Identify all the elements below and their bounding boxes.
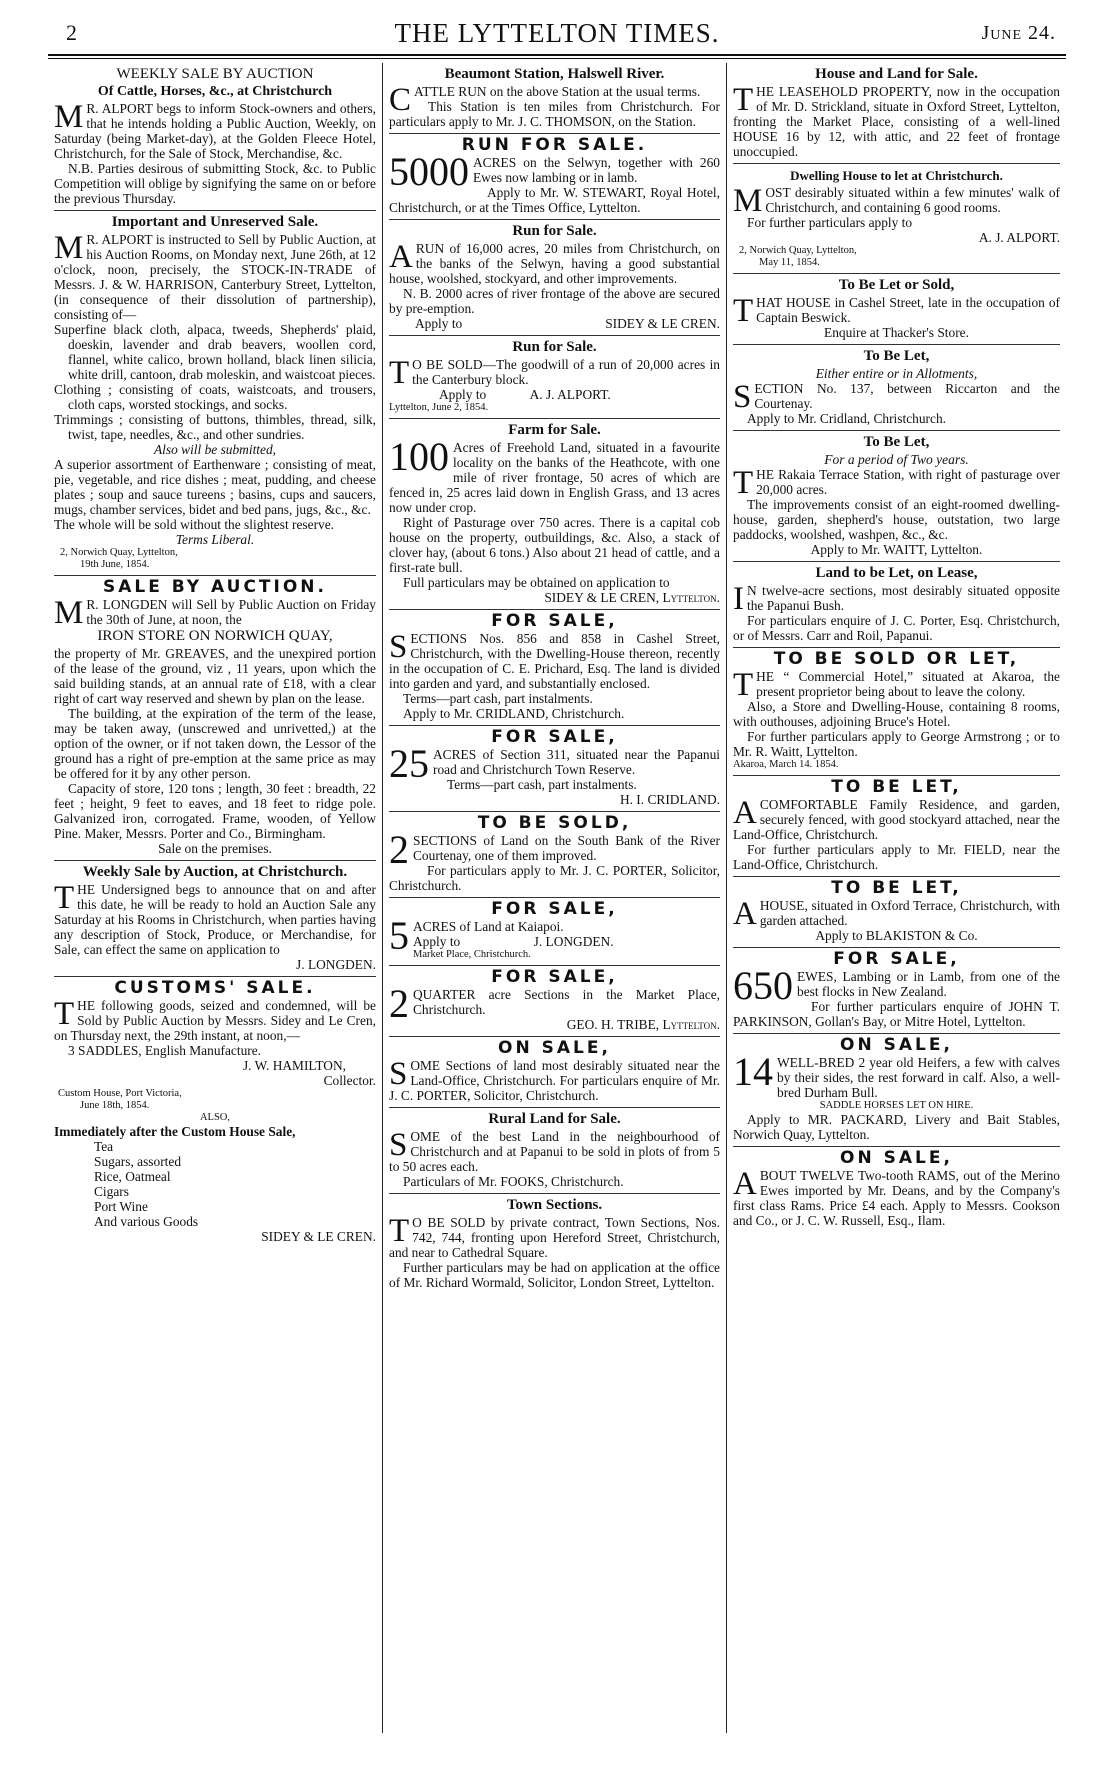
ad-body: The whole will be sold without the slightest reserve. bbox=[54, 517, 335, 532]
ad-heading: ON SALE, bbox=[498, 1038, 611, 1058]
ad-heading: TO BE SOLD, bbox=[477, 813, 632, 833]
ad-body: ACRES of Section 311, situated near the Papanui road and Christchurch Town Reserve. bbox=[433, 747, 720, 777]
ad-terms: Terms Liberal. bbox=[175, 532, 255, 547]
ad-body: the property of Mr. GREAVES, and the unexpired portion of the lease of the ground, viz , 11 years, upon which the said building stands, at an annual rate of £18, with a clear right of cart way reserved and shewn by plan on the lease. bbox=[54, 646, 376, 706]
drop-cap: S bbox=[389, 1056, 408, 1092]
drop-cap: A bbox=[389, 239, 413, 275]
ad-subheading: For a period of Two years. bbox=[824, 452, 969, 467]
ad-family-residence bbox=[733, 776, 1060, 877]
ad-apply: Apply to bbox=[439, 387, 487, 402]
ad-date: May 11, 1854. bbox=[759, 257, 820, 268]
ad-rural-land bbox=[389, 1108, 720, 1194]
ad-run-16000 bbox=[389, 220, 720, 336]
ad-body: Terms—part cash, part instalments. bbox=[447, 777, 637, 792]
ad-body: HE LEASEHOLD PROPERTY, now in the occupation of Mr. D. Strickland, situate in Oxford Street, Lyttelton, fronting the Market Place, consisting of a well-lined HOUSE 16 by 12, with attic, and 22 feet of frontage unoccupied. bbox=[733, 84, 1060, 159]
ad-kaiapoi bbox=[389, 898, 720, 966]
drop-cap: S bbox=[733, 379, 752, 415]
ad-body: Apply to Mr. WAITT, Lyttelton. bbox=[810, 542, 983, 557]
list-item: Cigars bbox=[94, 1184, 129, 1199]
columns bbox=[48, 63, 1066, 1733]
ad-heading: To Be Let, bbox=[863, 348, 930, 364]
ad-heading: CUSTOMS' SALE. bbox=[114, 978, 316, 998]
ad-heading: FOR SALE, bbox=[491, 727, 618, 747]
drop-cap: M bbox=[54, 99, 84, 135]
ad-signature-title: Collector. bbox=[323, 1073, 376, 1088]
ad-important-sale bbox=[54, 211, 376, 576]
ad-body: Apply to Mr. W. STEWART, Royal Hotel, Christchurch, or at the Times Office, Lyttelton. bbox=[389, 185, 720, 215]
ad-body: Terms—part cash, part instalments. bbox=[403, 691, 593, 706]
drop-cap: T bbox=[733, 465, 754, 501]
ad-body: ACRES on the Selwyn, together with 260 Ewes now lambing or in lamb. bbox=[473, 155, 720, 185]
ad-house-land bbox=[733, 63, 1060, 164]
ad-body: For further particulars apply to George Armstrong ; or to Mr. R. Waitt, Lyttelton. bbox=[733, 729, 1060, 759]
ad-body: Also, a Store and Dwelling-House, containing 8 rooms, with outhouses, adjoining Bruce's Hotel. bbox=[733, 699, 1060, 729]
drop-number: 5000 bbox=[389, 149, 469, 194]
drop-number: 2 bbox=[389, 827, 409, 872]
column-2 bbox=[382, 63, 726, 1733]
ad-body: BOUT TWELVE Two-tooth RAMS, out of the Merino Ewes imported by Mr. Deans, and by the Company's first class Rams. Price £4 each. Apply to Messrs. Cookson and Co., or J. C. W. Russell, Esq., Ilam. bbox=[733, 1168, 1060, 1228]
ad-date: 19th June, 1854. bbox=[80, 559, 150, 570]
ad-heading: Run for Sale. bbox=[512, 223, 597, 239]
ad-body: ACRES of Land at Kaiapoi. bbox=[413, 919, 564, 934]
drop-cap: T bbox=[733, 82, 754, 118]
ad-body: Apply to BLAKISTON & Co. bbox=[815, 928, 978, 943]
drop-number: 2 bbox=[389, 981, 409, 1026]
ad-signature: A. J. ALPORT. bbox=[978, 230, 1060, 245]
ad-heading: Dwelling House to let at Christchurch. bbox=[790, 168, 1003, 183]
ad-run-5000 bbox=[389, 134, 720, 220]
ad-apply-row bbox=[389, 934, 720, 949]
drop-cap: T bbox=[389, 1213, 410, 1249]
ad-signature: J. W. HAMILTON, bbox=[242, 1058, 346, 1073]
ad-apply-row bbox=[389, 387, 720, 402]
ad-note: Sale on the premises. bbox=[158, 841, 272, 856]
ad-signature: GEO. H. TRIBE, Lyttelton. bbox=[566, 1017, 720, 1032]
ad-body: For particulars enquire of J. C. Porter, Esq. Christchurch, or of Messrs. Carr and Roil, Papanui. bbox=[733, 613, 1060, 643]
ad-address: 2, Norwich Quay, Lyttelton, bbox=[60, 547, 178, 558]
drop-cap: S bbox=[389, 629, 408, 665]
ad-weekly-christchurch bbox=[54, 861, 376, 977]
ad-address: 2, Norwich Quay, Lyttelton, bbox=[739, 245, 857, 256]
ad-heading: Land to be Let, on Lease, bbox=[815, 565, 978, 581]
ad-date: Lyttelton, June 2, 1854. bbox=[389, 402, 489, 413]
ad-signature: A. J. ALPORT. bbox=[529, 387, 611, 402]
drop-cap: S bbox=[389, 1127, 408, 1163]
list-item: Rice, Oatmeal bbox=[94, 1169, 171, 1184]
ad-body: HOUSE, situated in Oxford Terrace, Christchurch, with garden attached. bbox=[759, 898, 1060, 928]
ad-body: For further particulars enquire of JOHN T. PARKINSON, Gollan's Bay, or Mitre Hotel, Lyttelton. bbox=[733, 999, 1060, 1029]
ad-heading: WEEKLY SALE BY AUCTION bbox=[116, 66, 314, 82]
page-number: 2 bbox=[66, 20, 77, 45]
ad-farm bbox=[389, 419, 720, 610]
goods-list bbox=[54, 1139, 376, 1229]
ad-cashel-house bbox=[733, 274, 1060, 345]
ad-signature: J. LONGDEN. bbox=[533, 934, 614, 949]
ad-body: O BE SOLD by private contract, Town Sections, Nos. 742, 744, fronting upon Hereford Street, Christchurch, and near to Cathedral Square. bbox=[389, 1215, 720, 1260]
ad-body: Capacity of store, 120 tons ; length, 30 feet : breadth, 22 feet ; height, 9 feet to eaves, and 18 feet to ridge pole. Galvanized iron, corrogated. Frame, wooden, of Yellow Pine. Maker, Messrs. Porter and Co., Birmingham. bbox=[54, 781, 376, 841]
ad-section-137 bbox=[733, 345, 1060, 431]
column-1 bbox=[48, 63, 382, 1733]
ad-weekly-sale bbox=[54, 63, 376, 211]
ad-body: HE Rakaia Terrace Station, with right of pasturage over 20,000 acres. bbox=[756, 467, 1060, 497]
ad-heading: FOR SALE, bbox=[491, 967, 618, 987]
ad-body: Full particulars may be obtained on application to bbox=[403, 575, 670, 590]
ad-heading: Town Sections. bbox=[506, 1197, 603, 1213]
drop-cap: A bbox=[733, 795, 757, 831]
ad-body: Apply to Mr. Cridland, Christchurch. bbox=[747, 411, 946, 426]
ad-date: Akaroa, March 14. 1854. bbox=[733, 759, 839, 770]
ad-apply: Apply to bbox=[415, 316, 463, 331]
ad-body: SECTIONS of Land on the South Bank of the River Courtenay, one of them improved. bbox=[413, 833, 720, 863]
ad-body: Particulars of Mr. FOOKS, Christchurch. bbox=[403, 1174, 624, 1189]
ad-heading: Farm for Sale. bbox=[508, 422, 601, 438]
ad-body: For further particulars apply to bbox=[747, 215, 913, 230]
ad-dwelling-house bbox=[733, 164, 1060, 274]
ad-rams bbox=[733, 1147, 1060, 1232]
ad-heading: Important and Unreserved Sale. bbox=[111, 214, 319, 230]
ad-body: QUARTER acre Sections in the Market Place, Christchurch. bbox=[413, 987, 720, 1017]
ad-heading: Beaumont Station, Halswell River. bbox=[444, 66, 665, 82]
ad-body: R. ALPORT begs to inform Stock-owners and others, that he intends holding a Public Auction, Weekly, on Saturday (being Market-day), at the Golden Fleece Hotel, Christchurch, for the Sale of Stock, Merchandise, &c. bbox=[54, 101, 376, 161]
ad-body: Apply to MR. PACKARD, Livery and Bait Stables, Norwich Quay, Lyttelton. bbox=[733, 1112, 1060, 1142]
ad-sections-856 bbox=[389, 610, 720, 726]
ad-commercial-hotel bbox=[733, 648, 1060, 776]
ad-body: HE “ Commercial Hotel,” situated at Akaroa, the present proprietor being about to leave the colony. bbox=[756, 669, 1060, 699]
ad-body: N twelve-acre sections, most desirably situated opposite the Papanui Bush. bbox=[747, 583, 1060, 613]
ad-body: N.B. Parties desirous of submitting Stock, &c. to Public Competition will oblige by signifying the same on or before the previous Thursday. bbox=[54, 161, 376, 206]
ad-signature: SIDEY & LE CREN. bbox=[605, 316, 720, 331]
drop-cap: T bbox=[389, 355, 410, 391]
drop-cap: I bbox=[733, 581, 744, 617]
ad-body: WELL-BRED 2 year old Heifers, a few with calves by their sides, the rest forward in calf. Also, a well-bred Durham Bull. bbox=[777, 1055, 1060, 1100]
ad-heading: ON SALE, bbox=[840, 1035, 953, 1055]
ad-body: Enquire at Thacker's Store. bbox=[824, 325, 969, 340]
ad-oxford-house bbox=[733, 877, 1060, 948]
ad-25-acres bbox=[389, 726, 720, 812]
newspaper-title: THE LYTTELTON TIMES. bbox=[394, 18, 720, 48]
ad-longden-auction bbox=[54, 576, 376, 861]
ad-body: ECTIONS Nos. 856 and 858 in Cashel Street, Christchurch, with the Dwelling-House thereon, recently in the occupation of C. E. Prichard, Esq. The land is divided into garden and yard, and substantially enclosed. bbox=[389, 631, 720, 691]
ad-650-ewes bbox=[733, 948, 1060, 1034]
ad-heading: ON SALE, bbox=[840, 1148, 953, 1168]
ad-subheading: Of Cattle, Horses, &c., at Christchurch bbox=[97, 84, 333, 99]
ad-heading: FOR SALE, bbox=[833, 949, 960, 969]
ad-apply: Apply to bbox=[413, 934, 461, 949]
ad-subheading: Either entire or in Allotments, bbox=[815, 366, 978, 381]
list-item: Trimmings ; consisting of buttons, thimbles, thread, silk, twist, tape, needles, &c., and other sundries. bbox=[54, 412, 376, 442]
ad-beaumont bbox=[389, 63, 720, 134]
drop-number: 100 bbox=[389, 434, 449, 479]
ad-signature: H. I. CRIDLAND. bbox=[619, 792, 720, 807]
drop-number: 650 bbox=[733, 963, 793, 1008]
list-item: Tea bbox=[94, 1139, 114, 1154]
ad-body: ECTION No. 137, between Riccarton and the Courtenay. bbox=[754, 381, 1060, 411]
ad-heading: TO BE SOLD OR LET, bbox=[773, 649, 1020, 669]
drop-number: 25 bbox=[389, 741, 429, 786]
ad-body: Right of Pasturage over 750 acres. There is a capital cob house on the property, outbuildings, &c. Also, a stack of clover hay, (about 6 tons.) Also about 21 head of cattle, and a first-rate bull. bbox=[389, 515, 720, 575]
ad-heading: House and Land for Sale. bbox=[815, 66, 978, 82]
drop-cap: M bbox=[54, 595, 84, 631]
list-item: And various Goods bbox=[94, 1214, 199, 1229]
ad-quarter-acre bbox=[389, 966, 720, 1037]
ad-heifers bbox=[733, 1034, 1060, 1147]
ad-heading: Rural Land for Sale. bbox=[488, 1111, 621, 1127]
ad-note: SADDLE HORSES LET ON HIRE. bbox=[819, 1100, 974, 1111]
ad-item: IRON STORE ON NORWICH QUAY, bbox=[97, 628, 333, 644]
ad-body: HE Undersigned begs to announce that on and after this date, he will be ready to hold an Auction Sale any Saturday at his Rooms in Christchurch, when parties having any description of Stock, Produce, or Merchandise, for Sale, can effect the same on application to bbox=[54, 882, 376, 957]
drop-cap: T bbox=[54, 996, 75, 1032]
drop-cap: A bbox=[733, 1166, 757, 1202]
ad-customs-sale bbox=[54, 977, 376, 1248]
ad-body: OME of the best Land in the neighbourhood of Christchurch and at Papanui to be sold in plots of from 5 to 50 acres each. bbox=[389, 1129, 720, 1174]
issue-date: June 24. bbox=[981, 22, 1056, 44]
ad-body: RUN of 16,000 acres, 20 miles from Christchurch, on the banks of the Selwyn, having a good substantial house, woolshed, stockyard, and other improvements. bbox=[389, 241, 720, 286]
ad-heading: TO BE LET, bbox=[831, 878, 962, 898]
ad-body: Further particulars may be had on application at the office of Mr. Richard Wormald, Solicitor, London Street, Lyttelton. bbox=[389, 1260, 720, 1290]
ad-body: O BE SOLD—The goodwill of a run of 20,000 acres in the Canterbury block. bbox=[412, 357, 720, 387]
ad-body: COMFORTABLE Family Residence, and garden, securely fenced, with good stockyard attached, near the Land-Office, Christchurch. bbox=[733, 797, 1060, 842]
ad-body: The improvements consist of an eight-roomed dwelling-house, garden, shepherd's house, outstation, two large paddocks, woolshed, washpen, &c., &c. bbox=[733, 497, 1060, 542]
ad-address: Market Place, Christchurch. bbox=[413, 949, 531, 960]
ad-heading: To Be Let or Sold, bbox=[838, 277, 955, 293]
drop-cap: T bbox=[733, 667, 754, 703]
ad-heading: Run for Sale. bbox=[512, 339, 597, 355]
drop-cap: M bbox=[54, 230, 84, 266]
ad-body: HAT HOUSE in Cashel Street, late in the occupation of Captain Beswick. bbox=[756, 295, 1060, 325]
drop-cap: T bbox=[733, 293, 754, 329]
masthead-rule bbox=[48, 54, 1066, 59]
ad-heading: FOR SALE, bbox=[491, 899, 618, 919]
ad-signature: SIDEY & LE CREN, Lyttelton. bbox=[544, 590, 720, 605]
list-item: Superfine black cloth, alpaca, tweeds, Shepherds' plaid, doeskin, lavender and drab beavers, woollen cord, flannel, white calico, brown holland, black linen silicia, white drill, cantoon, drab moleskin, and waistcoat pieces. bbox=[54, 322, 376, 382]
ad-body: OME Sections of land most desirably situated near the Land-Office, Christchurch. For particulars enquire of Mr. J. C. PORTER, Solicitor, Christchurch. bbox=[389, 1058, 720, 1103]
ad-heading: Weekly Sale by Auction, at Christchurch. bbox=[82, 864, 348, 880]
ad-run-20000 bbox=[389, 336, 720, 419]
ad-body: The building, at the expiration of the term of the lease, may be taken away, (unscrewed and unrivetted,) at the option of the owner, or if not taken down, the Lessor of the ground has a right of pre-emption at the same price as may be offered for it by any other person. bbox=[54, 706, 376, 781]
drop-cap: A bbox=[733, 896, 757, 932]
ad-heading: To Be Let, bbox=[863, 434, 930, 450]
ad-heading: TO BE LET, bbox=[831, 777, 962, 797]
ad-body: HE following goods, seized and condemned, will be Sold by Public Auction by Messrs. Sidey and Le Cren, on Thursday next, the 29th instant, at noon,— bbox=[54, 998, 376, 1043]
list-item: Port Wine bbox=[94, 1199, 148, 1214]
ad-address: Custom House, Port Victoria, bbox=[58, 1088, 182, 1099]
ad-apply-row bbox=[389, 316, 720, 331]
drop-cap: C bbox=[389, 82, 412, 118]
ad-body: This Station is ten miles from Christchurch. For particulars apply to Mr. J. C. THOMSON, on the Station. bbox=[389, 99, 720, 129]
ad-body: EWES, Lambing or in Lamb, from one of the best flocks in New Zealand. bbox=[797, 969, 1060, 999]
drop-number: 5 bbox=[389, 913, 409, 958]
ad-2-sections bbox=[389, 812, 720, 898]
goods-list bbox=[54, 322, 376, 442]
ad-body: ATTLE RUN on the above Station at the usual terms. bbox=[414, 84, 701, 99]
list-item: Clothing ; consisting of coats, waistcoats, and trousers, cloth caps, worsted stockings, and socks. bbox=[54, 382, 376, 412]
ad-note: ALSO, bbox=[199, 1112, 231, 1123]
column-3 bbox=[726, 63, 1066, 1733]
ad-heading: RUN FOR SALE. bbox=[461, 135, 648, 155]
ad-rakaia bbox=[733, 431, 1060, 562]
ad-town-sections bbox=[389, 1194, 720, 1294]
ad-note: Also will be submitted, bbox=[154, 442, 276, 457]
drop-cap: M bbox=[733, 183, 763, 219]
ad-body: Acres of Freehold Land, situated in a favourite locality on the banks of the Heathcote, with one mile of river frontage, 50 acres of which are fenced in, 25 acres laid down in English Grass, and 13 acres now under crop. bbox=[389, 440, 720, 515]
ad-body: For further particulars apply to Mr. FIELD, near the Land-Office, Christchurch. bbox=[733, 842, 1060, 872]
ad-body: A superior assortment of Earthenware ; consisting of meat, pie, vegetable, and rice dishes ; meat, pudding, and cheese plates ; soup and sauce tureens ; basins, cups and saucers, mugs, chamber services, bidet and bed pans, jugs, &c., &c. bbox=[54, 457, 376, 517]
ad-heading: FOR SALE, bbox=[491, 611, 618, 631]
ad-on-sale-sections bbox=[389, 1037, 720, 1108]
ad-heading: SALE BY AUCTION. bbox=[103, 577, 327, 597]
drop-cap: T bbox=[54, 880, 75, 916]
ad-body: For particulars apply to Mr. J. C. PORTER, Solicitor, Christchurch. bbox=[389, 863, 720, 893]
ad-body: OST desirably situated within a few minutes' walk of Christchurch, and containing 6 good rooms. bbox=[765, 185, 1060, 215]
ad-body: Apply to Mr. CRIDLAND, Christchurch. bbox=[403, 706, 625, 721]
ad-body: R. LONGDEN will Sell by Public Auction on Friday the 30th of June, at noon, the bbox=[86, 597, 376, 627]
list-item: Sugars, assorted bbox=[94, 1154, 182, 1169]
ad-item: 3 SADDLES, English Manufacture. bbox=[68, 1043, 262, 1058]
ad-signature: SIDEY & LE CREN. bbox=[261, 1229, 376, 1244]
masthead bbox=[48, 18, 1066, 52]
ad-land-lease bbox=[733, 562, 1060, 648]
ad-note: Immediately after the Custom House Sale, bbox=[54, 1124, 296, 1139]
ad-date: June 18th, 1854. bbox=[80, 1100, 150, 1111]
ad-body: R. ALPORT is instructed to Sell by Public Auction, at his Auction Rooms, on Monday next, June 26th, at 12 o'clock, noon, precisely, the STOCK-IN-TRADE of Messrs. J. & W. HARRISON, Canterbury Street, Lyttelton, (in consequence of their dissolution of partnership), consisting of— bbox=[54, 232, 376, 322]
ad-signature: J. LONGDEN. bbox=[296, 957, 376, 972]
drop-number: 14 bbox=[733, 1049, 773, 1094]
ad-body: N. B. 2000 acres of river frontage of the above are secured by pre-emption. bbox=[389, 286, 720, 316]
